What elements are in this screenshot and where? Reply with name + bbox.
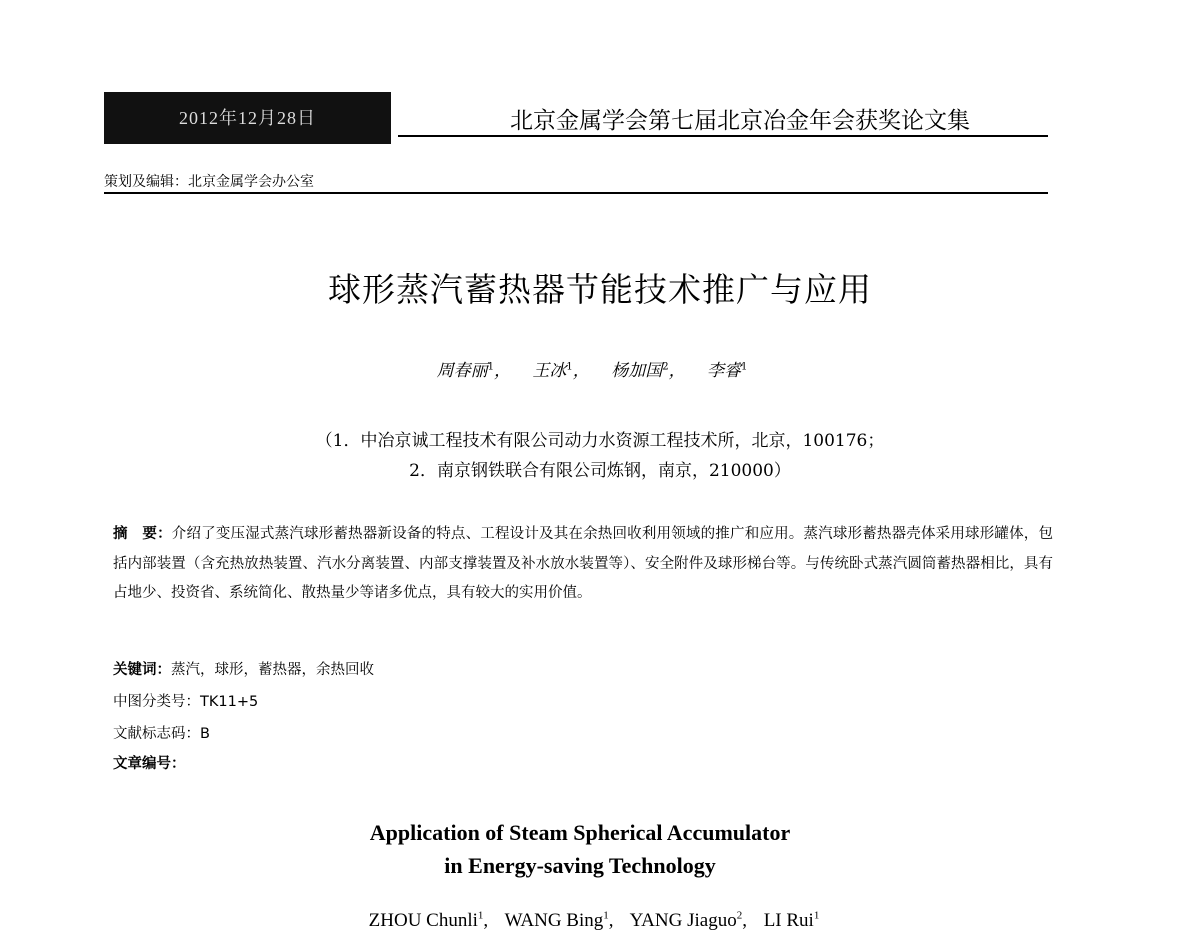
author-en: WANG Bing$^1$, (504, 910, 614, 932)
author-list-en (0, 910, 1200, 932)
article-number-label: 文章编号： (113, 756, 186, 772)
abstract (113, 520, 1053, 609)
header-divider (398, 135, 1048, 137)
keywords-text: 蒸汽，球形，蓄热器，余热回收 (171, 662, 374, 678)
doc-code-value: B (200, 726, 210, 742)
keywords-label: 关键词： (113, 662, 171, 678)
editor-divider (104, 192, 1048, 194)
affiliation-line: （1．中冶京诚工程技术有限公司动力水资源工程技术所，北京，100176； (315, 431, 885, 451)
article-number (113, 752, 186, 773)
affiliation-line: 2．南京钢铁联合有限公司炼钢，南京，210000） (409, 461, 791, 481)
author-list-cn (0, 356, 1200, 381)
clc-number (113, 690, 258, 711)
document-code (113, 722, 210, 743)
author-en: ZHOU Chunli$^1$, (368, 910, 489, 932)
paper-title-cn: 球形蒸汽蓄热器节能技术推广与应用 (328, 270, 872, 309)
editor-credit: 策划及编辑：北京金属学会办公室 (104, 174, 314, 190)
author-cn: 杨加国$^2$， (611, 361, 686, 381)
author-en: YANG Jiaguo$^2$, (629, 910, 747, 932)
abstract-text: 介绍了变压湿式蒸汽球形蓄热器新设备的特点、工程设计及其在余热回收利用领域的推广和应用。蒸汽球形蓄热器壳体采用球形罐体，包括内部装置（含充热放热装置、汽水分离装置、内部支撑装置及补水放水装置等）、安全附件及球形梯台等。与传统卧式蒸汽圆筒蓄热器相比，具有占地少、投资省、系统简化、散热量少等诸多优点，具有较大的实用价值。 (113, 526, 1053, 601)
keywords (113, 658, 374, 679)
date-banner: 2012年12月28日 (104, 92, 391, 144)
author-cn: 李睿$^1$ (706, 361, 748, 381)
doc-code-label: 文献标志码： (113, 726, 200, 742)
paper-title-en-line: in Energy-saving Technology (444, 853, 716, 878)
journal-title: 北京金属学会第七届北京冶金年会获奖论文集 (510, 108, 970, 134)
author-cn: 周春丽$^1$， (436, 361, 512, 381)
paper-title-en-line: Application of Steam Spherical Accumulator (369, 820, 791, 845)
clc-value: TK11+5 (200, 694, 259, 710)
abstract-label: 摘 要： (113, 526, 172, 542)
clc-label: 中图分类号： (113, 694, 200, 710)
author-cn: 王冰$^1$， (532, 361, 590, 381)
author-en: LI Rui$^1$ (763, 910, 820, 932)
